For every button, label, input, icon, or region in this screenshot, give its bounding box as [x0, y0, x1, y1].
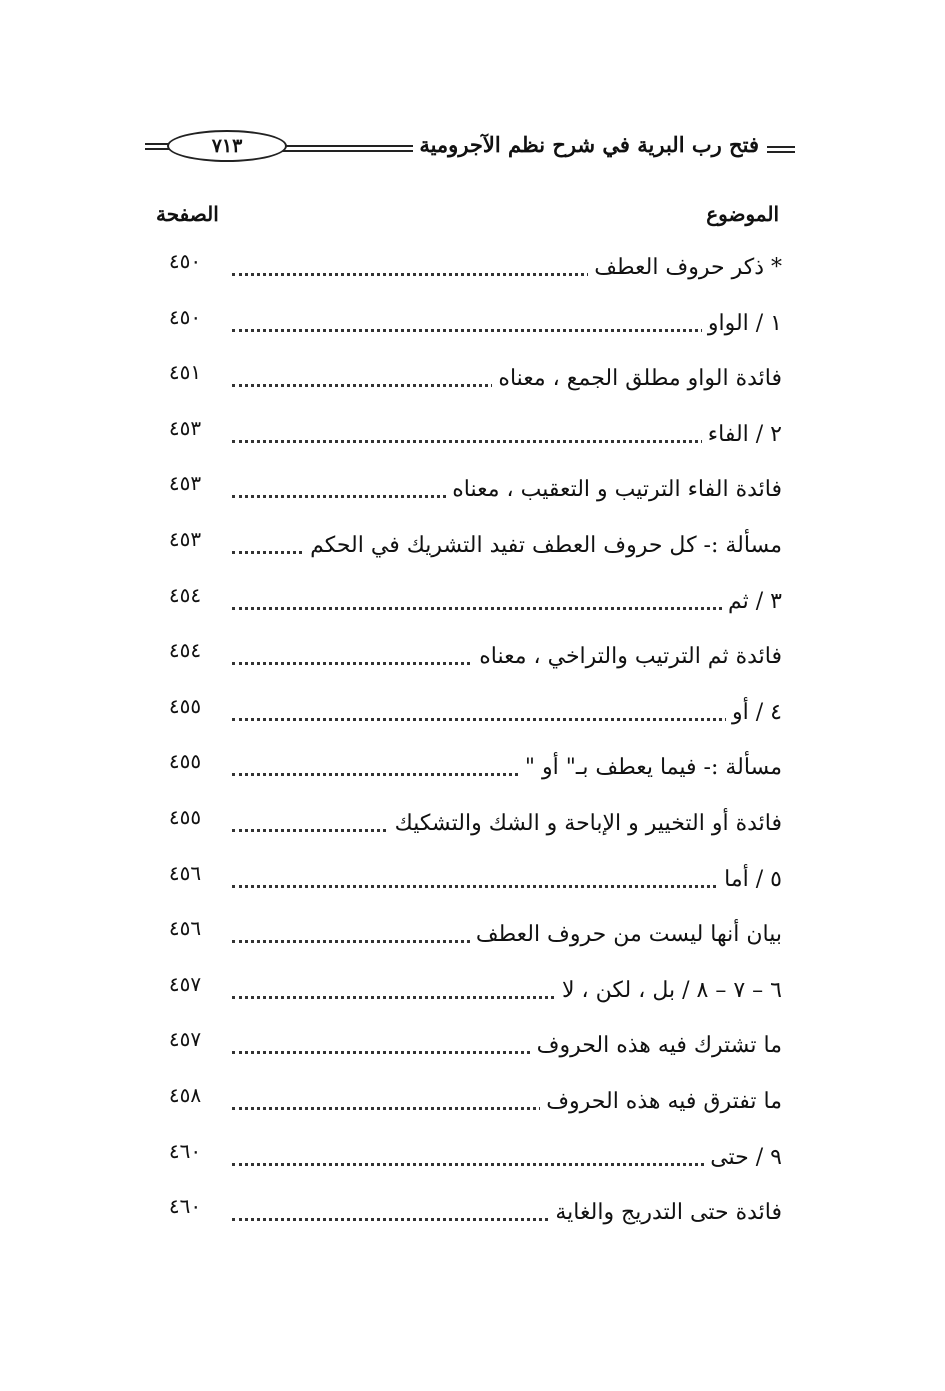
toc-entry-text: ٢ / الفاء [702, 422, 782, 447]
toc-entry-text: مسألة :- فيما يعطف بـ" أو " [519, 755, 782, 780]
toc-entry-page: ٤٥٧ [168, 971, 202, 996]
toc-entry-text: فائدة الفاء الترتيب و التعقيب ، معناه [446, 477, 782, 502]
toc-entry-page: ٤٥٧ [168, 1027, 202, 1052]
toc-entry-text: ٦ – ٧ – ٨ / بل ، لكن ، لا [556, 978, 782, 1003]
book-title: فتح رب البرية في شرح نظم الآجرومية [413, 132, 765, 157]
toc-entry-page: ٤٥٤ [168, 582, 202, 607]
toc-row [150, 636, 782, 692]
toc-row [150, 1137, 782, 1193]
toc-entry-page: ٤٥٦ [168, 916, 202, 941]
toc-entry-text: فائدة ثم الترتيب والتراخي ، معناه [473, 644, 782, 669]
toc-row [150, 581, 782, 637]
toc-row [150, 1025, 782, 1081]
toc-entry-text: ٥ / أما [718, 867, 782, 892]
toc-row [150, 303, 782, 359]
toc-entry-text: ٩ / حتى [704, 1145, 782, 1170]
toc-entry-page: ٤٥٣ [168, 471, 202, 496]
toc-row [150, 970, 782, 1026]
toc-row [150, 859, 782, 915]
toc-entry-text: فائدة أو التخيير و الإباحة و الشك والتشكيك [389, 811, 782, 836]
toc-entry-text: فائدة حتى التدريج والغاية [549, 1200, 782, 1225]
toc-entry-text: ما تفترق فيه هذه الحروف [540, 1089, 782, 1114]
toc-entry-text: ما تشترك فيه هذه الحروف [531, 1033, 782, 1058]
toc-entry-page: ٤٥٣ [168, 415, 202, 440]
toc-row [150, 525, 782, 581]
toc-entry-page: ٤٦٠ [168, 1194, 202, 1219]
toc-entry-page: ٤٥٨ [168, 1082, 202, 1107]
toc-entry-text: ٣ / ثم [722, 589, 782, 614]
toc-entry-text: بيان أنها ليست من حروف العطف [470, 922, 782, 947]
toc-row [150, 414, 782, 470]
toc-row [150, 1192, 782, 1248]
toc-entry-text: مسألة :- كل حروف العطف تفيد التشريك في الحكم [304, 533, 782, 558]
toc-entry-page: ٤٥١ [168, 360, 202, 385]
header-rule-left [145, 143, 169, 150]
toc-row [150, 358, 782, 414]
toc-row [150, 469, 782, 525]
toc-entry-page: ٤٥٦ [168, 860, 202, 885]
page-number: ٧١٣ [167, 130, 287, 162]
toc-entry-page: ٤٥٤ [168, 638, 202, 663]
toc-entry-text: ٤ / أو [726, 700, 782, 725]
toc-row [150, 914, 782, 970]
toc-entry-page: ٤٥٠ [168, 249, 202, 273]
toc-entry-page: ٤٦٠ [168, 1138, 202, 1163]
toc-entry-page: ٤٥٥ [168, 693, 202, 718]
toc-entry-page: ٤٥٥ [168, 804, 202, 829]
running-header [145, 128, 795, 168]
toc-row [150, 803, 782, 859]
topic-column-heading: الموضوع [706, 202, 779, 226]
toc-entry-page: ٤٥٥ [168, 749, 202, 774]
header-rule-right [767, 146, 795, 153]
toc-entry-text: ١ / الواو [702, 311, 782, 336]
toc-entry-text: * ذكر حروف العطف [588, 255, 782, 280]
table-of-contents [150, 247, 782, 1248]
toc-row [150, 1081, 782, 1137]
toc-entry-text: فائدة الواو مطلق الجمع ، معناه [492, 366, 782, 391]
toc-row [150, 247, 782, 303]
page-column-heading: الصفحة [156, 202, 219, 226]
toc-entry-page: ٤٥٣ [168, 526, 202, 551]
toc-entry-page: ٤٥٠ [168, 304, 202, 329]
toc-row [150, 747, 782, 803]
toc-row [150, 692, 782, 748]
